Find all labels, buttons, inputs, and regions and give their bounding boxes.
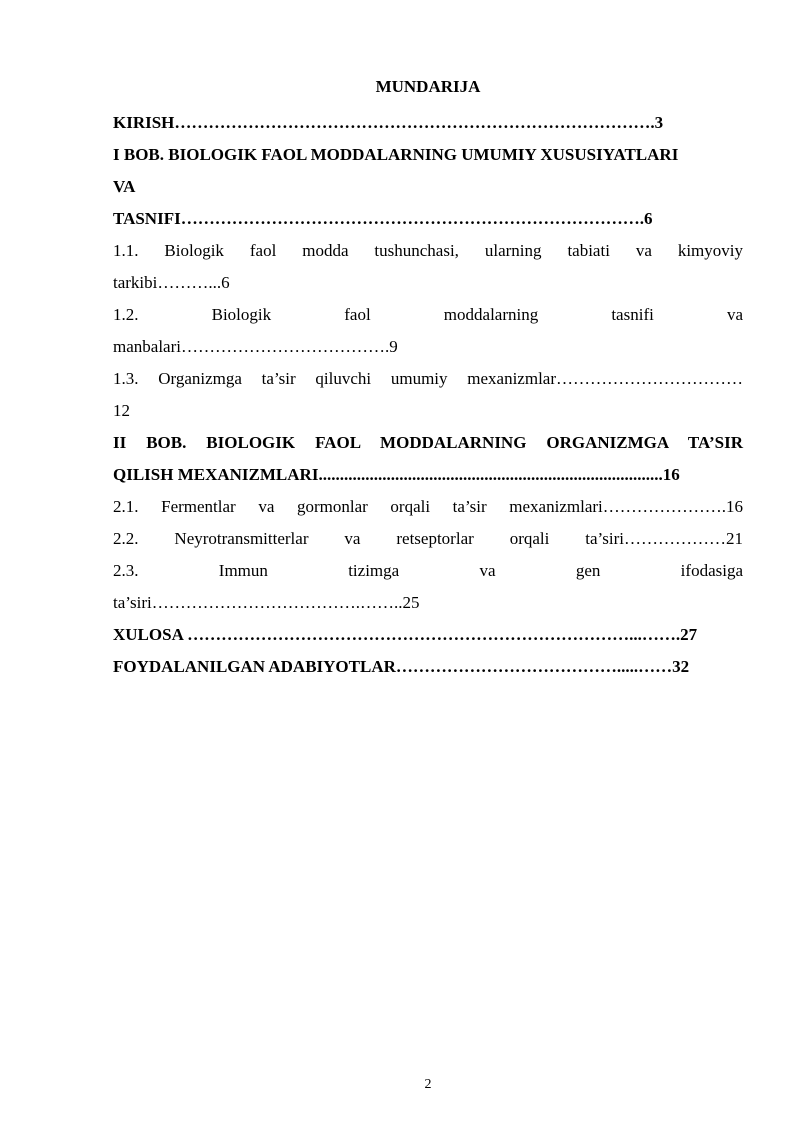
toc-entry-section-2-3-line1: 2.3. Immun tizimga va gen ifodasiga bbox=[113, 561, 743, 580]
toc-entry-section-1-1-line1: 1.1. Biologik faol modda tushunchasi, ularning tabiati va kimyoviy bbox=[113, 241, 743, 260]
toc-entry-section-2-1: 2.1. Fermentlar va gormonlar orqali ta’sir mexanizmlari………………….16 bbox=[113, 497, 743, 516]
toc-entry-chapter2-line1: II BOB. BIOLOGIK FAOL MODDALARNING ORGANIZMGA TA’SIR bbox=[113, 433, 743, 452]
toc-entry-section-2-3-line2: ta’siri……………………………….……..25 bbox=[113, 593, 420, 612]
toc-entry-intro: KIRISH………………………………………………………………………….3 bbox=[113, 113, 664, 132]
toc-entry-section-1-2-line1: 1.2. Biologik faol moddalarning tasnifi va bbox=[113, 305, 743, 324]
toc-entry-chapter1-line2: VA bbox=[113, 177, 136, 196]
toc-entry-section-1-3-line1: 1.3. Organizmga ta’sir qiluvchi umumiy mexanizmlar…………………………… bbox=[113, 369, 743, 388]
toc-entry-chapter1-line1: I BOB. BIOLOGIK FAOL MODDALARNING UMUMIY XUSUSIYATLARI bbox=[113, 145, 679, 164]
toc-entry-chapter2-line2: QILISH MEXANIZMLARI.................................................................................16 bbox=[113, 465, 680, 484]
page-title: MUNDARIJA bbox=[375, 77, 481, 96]
toc-entry-section-1-1-line2: tarkibi………...6 bbox=[113, 273, 230, 292]
table-of-contents bbox=[113, 107, 743, 683]
toc-entry-references: FOYDALANILGAN ADABIYOTLAR………………………………….....……32 bbox=[113, 657, 690, 676]
toc-entry-conclusion: XULOSA ……………………………………………………………………...…….27 bbox=[113, 625, 698, 644]
toc-entry-section-2-2: 2.2. Neyrotransmitterlar va retseptorlar orqali ta’siri………………21 bbox=[113, 529, 743, 548]
toc-entry-section-1-3-line2: 12 bbox=[113, 401, 130, 420]
page-content bbox=[113, 0, 743, 1131]
page-number: 2 bbox=[424, 1077, 432, 1092]
toc-entry-section-1-2-line2: manbalari……………………………….9 bbox=[113, 337, 398, 356]
toc-entry-chapter1-line3: TASNIFI……………………………………………………………………….6 bbox=[113, 209, 653, 228]
